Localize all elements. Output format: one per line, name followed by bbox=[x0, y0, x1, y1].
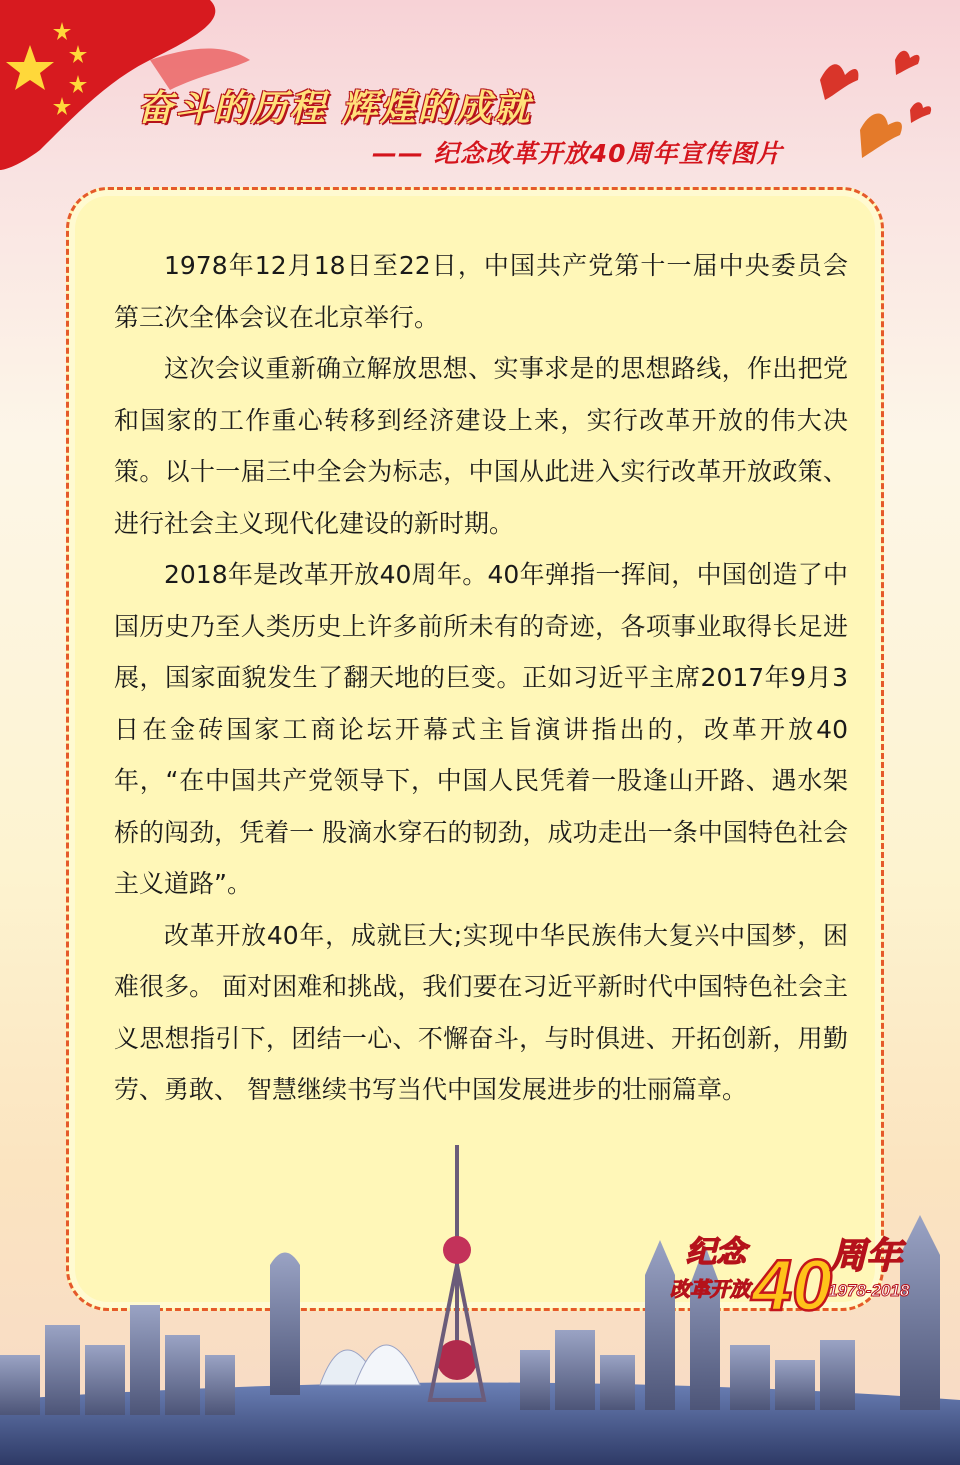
paragraph: 这次会议重新确立解放思想、实事求是的思想路线，作出把党和国家的工作重心转移到经济建设上来，实行改革开放的伟大决策。以十一届三中全会为标志，中国从此进入实行改革开放政策、进行社会主义现代化建设的新时期。 bbox=[114, 354, 848, 538]
doves-icon bbox=[800, 40, 940, 200]
badge-art bbox=[668, 1220, 918, 1330]
badge-number: 40 bbox=[752, 1246, 833, 1326]
paragraph: 1978年12月18日至22日，中国共产党第十一届中央委员会第三次全体会议在北京举行。 bbox=[114, 251, 848, 332]
paragraph: 改革开放40年，成就巨大;实现中华民族伟大复兴中国梦，困难很多。 面对困难和挑战，我们要在习近平新时代中国特色社会主义思想指引下，团结一心、不懈奋斗，与时俱进、开拓创新，用勤劳、勇敢、 智慧继续书写当代中国发展进步的壮丽篇章。 bbox=[114, 920, 848, 1104]
badge-suffix: 周年 bbox=[830, 1235, 903, 1276]
paragraph: 2018年是改革开放40周年。40年弹指一挥间，中国创造了中国历史乃至人类历史上许多前所未有的奇迹，各项事业取得长足进展，国家面貌发生了翻天地的巨变。正如习近平主席2017年9月3日在金砖国家工商论坛开幕式主旨演讲指出的，改革开放40年，“在中国共产党领导下，中国人民凭着一股逢山开路、遇水架桥的闯劲，凭着一 股滴水穿石的韧劲，成功走出一条中国特色社会主义道路”。 bbox=[114, 560, 848, 898]
badge-years: 1978-2018 bbox=[828, 1281, 910, 1300]
page-title: 奋斗的历程 辉煌的成就 bbox=[137, 88, 532, 129]
anniversary-badge bbox=[668, 1220, 918, 1330]
badge-line2: 改革开放 bbox=[670, 1279, 750, 1301]
badge-line1: 纪念 bbox=[686, 1236, 746, 1269]
body-text bbox=[114, 240, 848, 1116]
page-subtitle: —— 纪念改革开放40周年宣传图片 bbox=[372, 139, 783, 168]
